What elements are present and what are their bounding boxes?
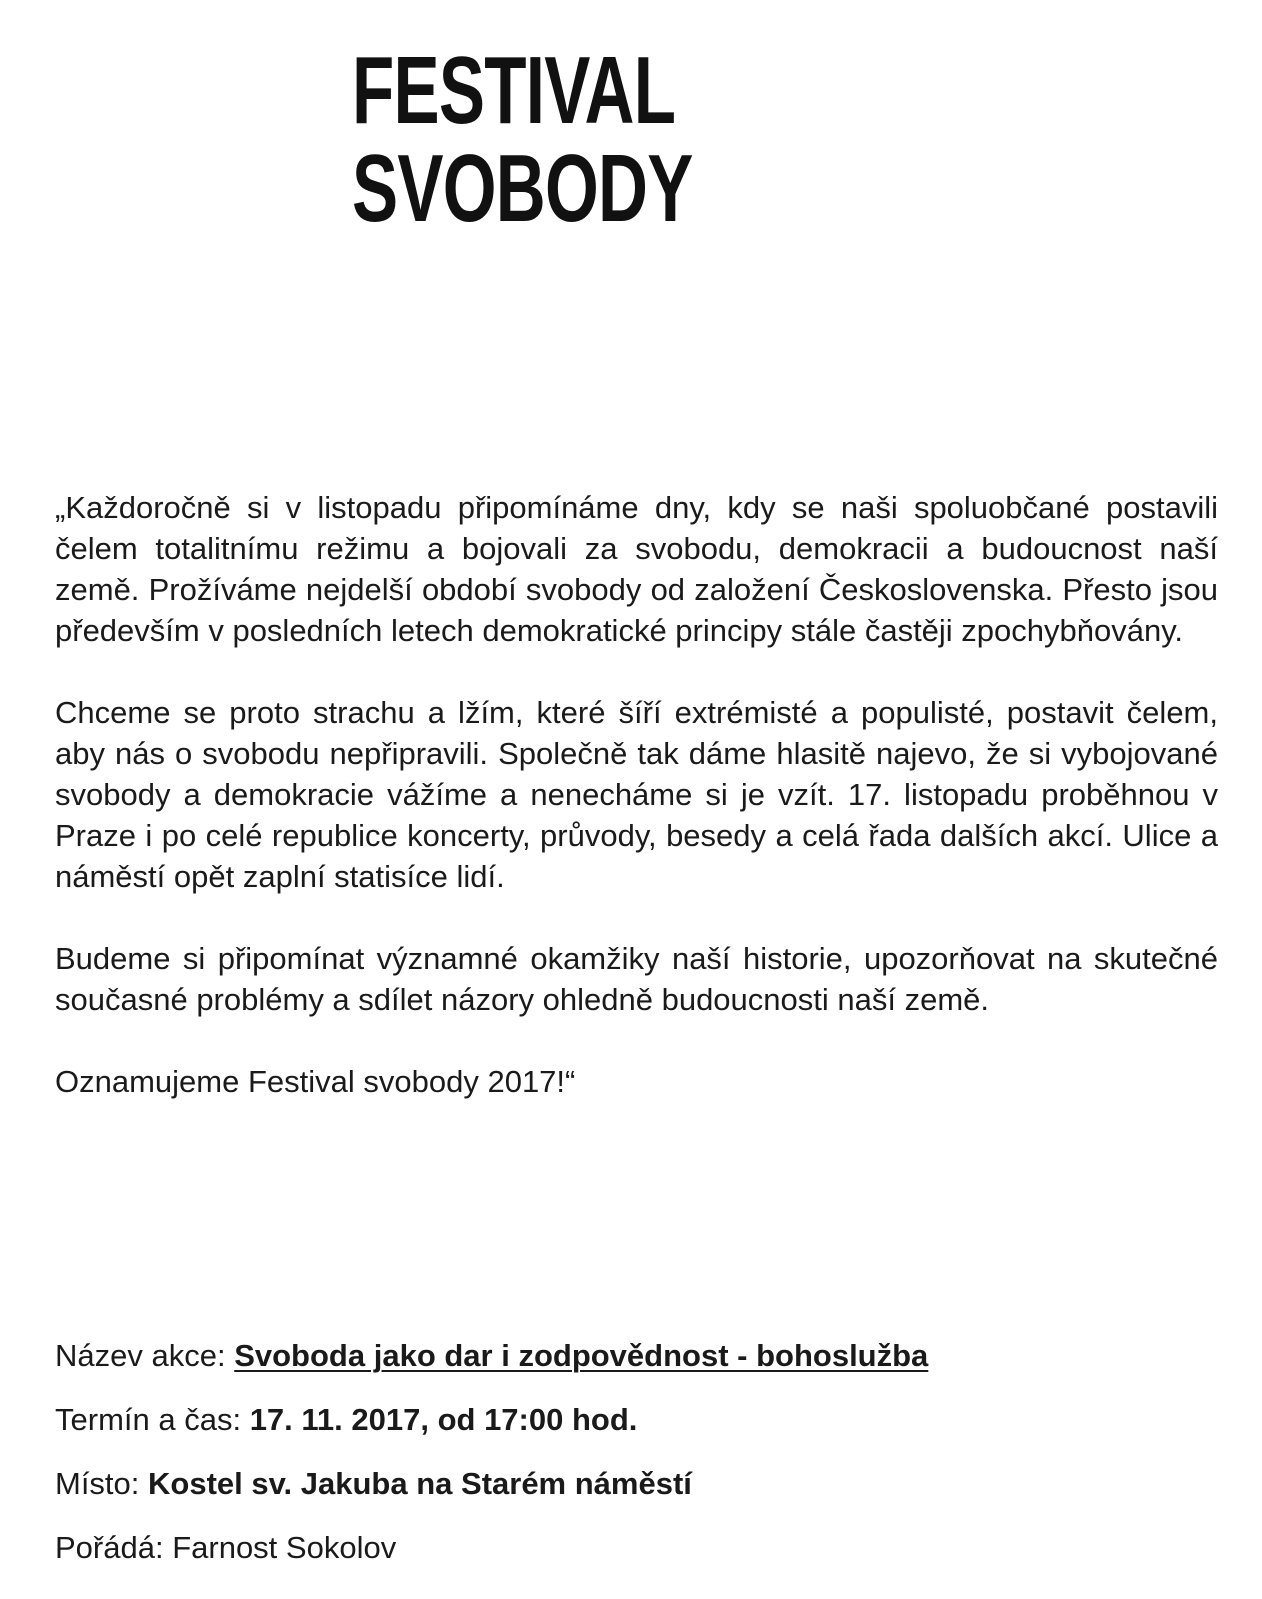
paragraph-1: „Každoročně si v listopadu připomínáme dny, kdy se naši spoluobčané postavili čelem totalitnímu režimu a bojovali za svobodu, demokracii a budoucnost naší země. Prožíváme nejdelší období svobody od založení Československa. Přesto jsou především v posledních letech demokratické principy stále častěji zpochybňovány. (55, 490, 1218, 648)
title-line-1: FESTIVAL (352, 37, 676, 144)
event-place-label: Místo: (55, 1466, 149, 1501)
event-name-value: Svoboda jako dar i zodpovědnost - bohoslužba (234, 1338, 929, 1373)
event-time-value: 17. 11. 2017, od 17:00 hod. (249, 1402, 638, 1437)
event-name-label: Název akce: (55, 1338, 235, 1373)
event-organizer-label: Pořádá: (55, 1530, 173, 1565)
paragraph-2: Chceme se proto strachu a lžím, které šíří extrémisté a populisté, postavit čelem, aby nás o svobodu nepřipravili. Společně tak dáme hlasitě najevo, že si vybojované svobody a demokracie vážíme a nenecháme si je vzít. 17. listopadu proběhnou v Praze i po celé republice koncerty, průvody, besedy a celá řada dalších akcí. Ulice a náměstí opět zaplní statisíce lidí. (55, 695, 1218, 894)
paragraph-3: Budeme si připomínat významné okamžiky naší historie, upozorňovat na skutečné současné problémy a sdílet názory ohledně budoucnosti naší země. (55, 941, 1218, 1017)
title-line-2: SVOBODY (352, 135, 693, 242)
announcement-text (55, 487, 1218, 1143)
event-place-row (55, 1463, 1218, 1504)
event-details (55, 1335, 1218, 1591)
event-organizer-value: Farnost Sokolov (172, 1530, 397, 1565)
event-organizer-row (55, 1527, 1218, 1568)
event-name-row (55, 1335, 1218, 1376)
festival-title (352, 37, 693, 242)
paragraph-4: Oznamujeme Festival svobody 2017!“ (55, 1064, 576, 1099)
event-time-label: Termín a čas: (55, 1402, 250, 1437)
event-place-value: Kostel sv. Jakuba na Starém náměstí (148, 1466, 692, 1501)
event-time-row (55, 1399, 1218, 1440)
